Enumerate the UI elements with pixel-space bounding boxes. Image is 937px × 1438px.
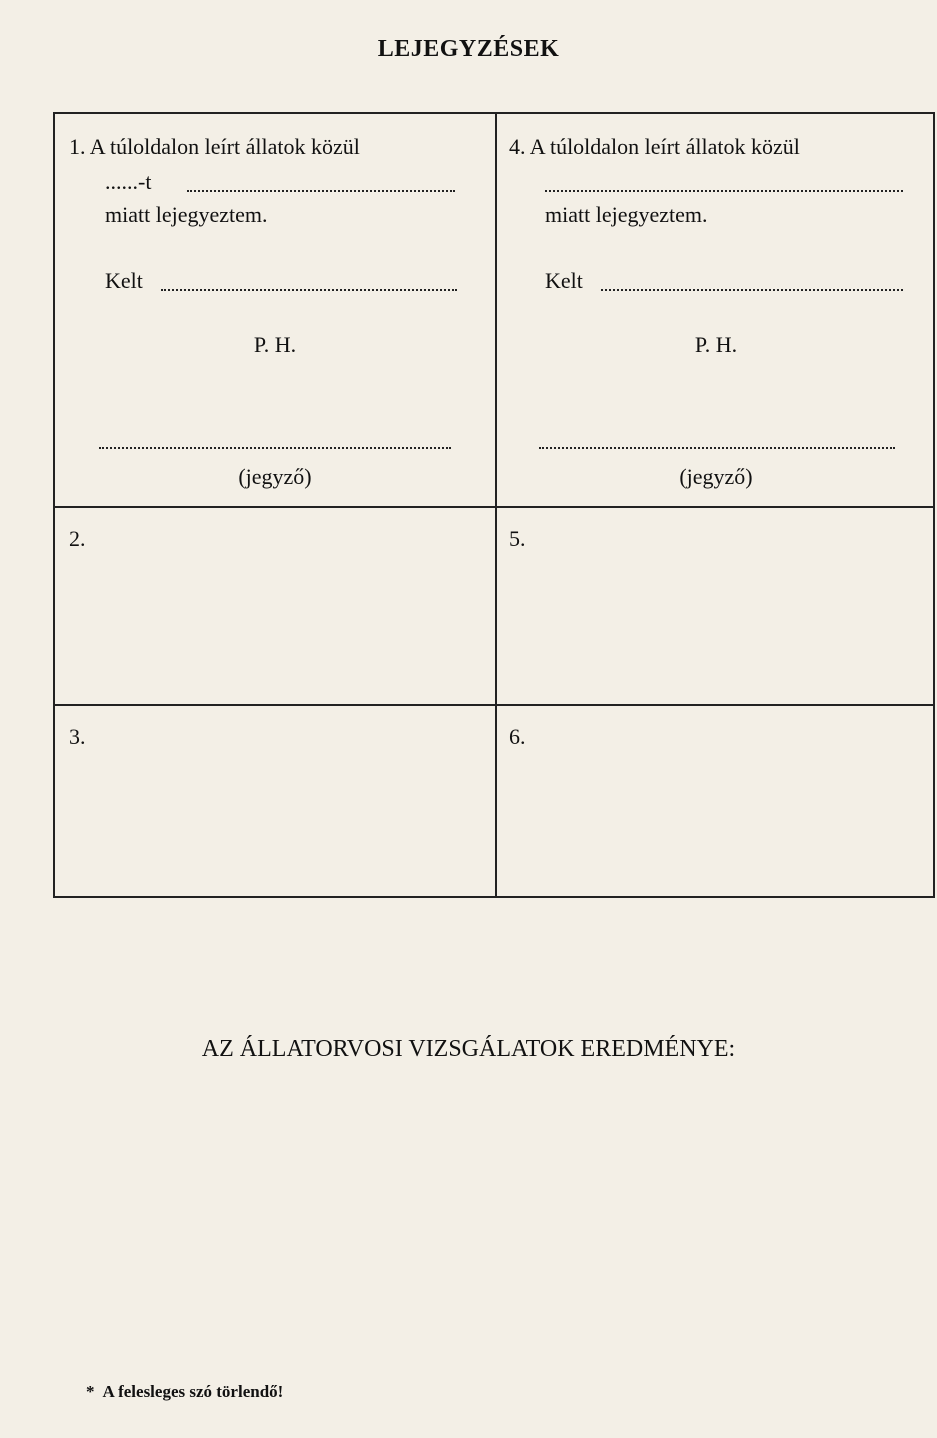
note-cell-1 [55, 114, 495, 506]
cell-5-number: 5. [509, 526, 526, 551]
note-cell-6[interactable] [497, 706, 935, 896]
cell-1-ph: P. H. [253, 332, 297, 357]
cell-4-signature-field[interactable] [539, 447, 895, 449]
cell-4-ph: P. H. [694, 332, 738, 357]
cell-4-date-field[interactable] [601, 289, 903, 291]
cell-1-kelt-label: Kelt [105, 268, 143, 293]
cell-1-signature-field[interactable] [99, 447, 451, 449]
notes-grid [53, 112, 935, 898]
cell-1-prefix: ......-t [105, 169, 152, 194]
footnote [86, 1382, 283, 1402]
cell-3-number: 3. [69, 724, 86, 749]
note-cell-4 [497, 114, 935, 506]
cell-1-date-field[interactable] [161, 289, 457, 291]
page-title: LEJEGYZÉSEK [377, 36, 560, 62]
footnote-text: A felesleges szó törlendő! [102, 1382, 284, 1401]
cell-4-heading: 4. A túloldalon leírt állatok közül [509, 134, 800, 159]
cell-6-number: 6. [509, 724, 526, 749]
cell-1-line2: miatt lejegyeztem. [105, 202, 268, 227]
cell-4-kelt-label: Kelt [545, 268, 583, 293]
cell-4-signature-caption: (jegyző) [679, 464, 753, 489]
footnote-star: * [86, 1382, 95, 1401]
cell-4-reason-field[interactable] [545, 190, 903, 192]
note-cell-5[interactable] [497, 508, 935, 704]
cell-1-signature-caption: (jegyző) [238, 464, 312, 489]
note-cell-3[interactable] [55, 706, 495, 896]
cell-1-heading: 1. A túloldalon leírt állatok közül [69, 134, 360, 159]
note-cell-2[interactable] [55, 508, 495, 704]
results-title: AZ ÁLLATORVOSI VIZSGÁLATOK EREDMÉNYE: [201, 1036, 736, 1062]
cell-4-line2: miatt lejegyeztem. [545, 202, 708, 227]
cell-1-reason-field[interactable] [187, 190, 455, 192]
cell-2-number: 2. [69, 526, 86, 551]
